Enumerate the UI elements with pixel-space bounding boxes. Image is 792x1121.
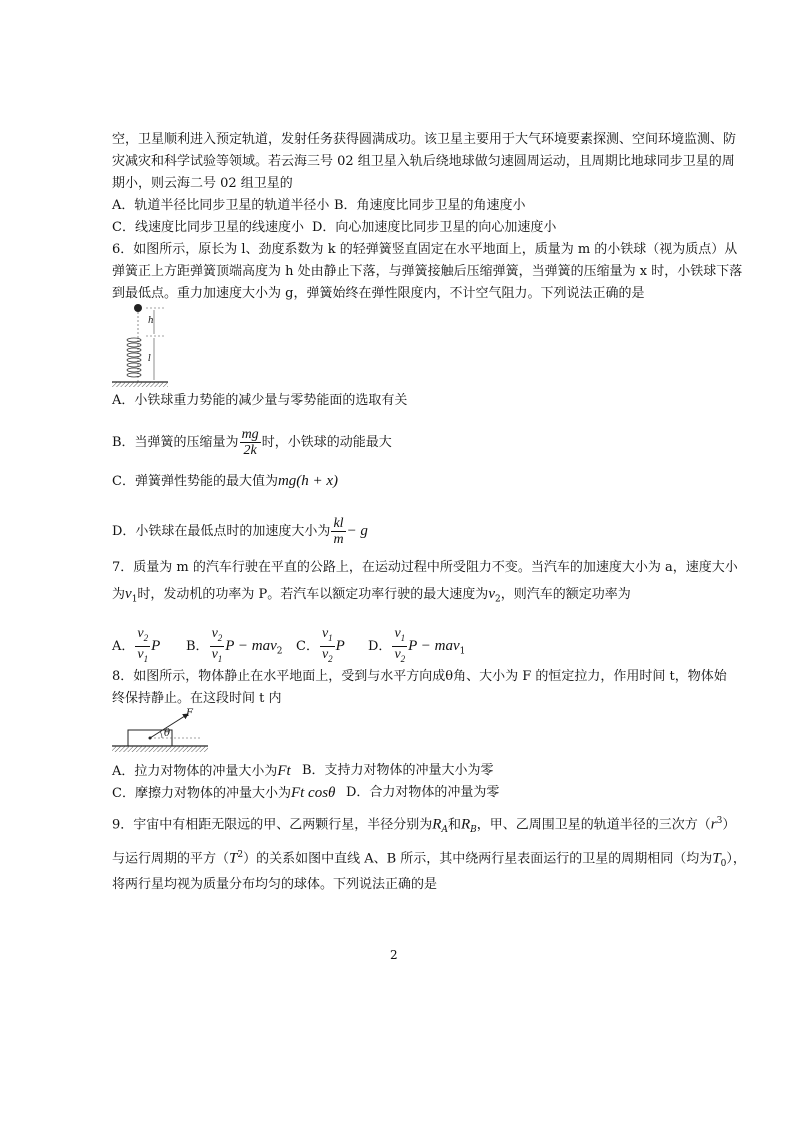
fig-label-theta: θ — [164, 728, 171, 739]
q6-b-text-2: 时，小铁球的动能最大 — [261, 435, 392, 450]
q6-option-a: A．小铁球重力势能的减少量与零势能面的选取有关 — [112, 393, 408, 408]
q7-line-1: 7．质量为 m 的汽车行驶在平直的公路上，在运动过程中所受阻力不变。当汽车的加速度大小为 a，速度大小 — [112, 560, 738, 575]
q7-option-c: C． $\frac{v_1}{v_2}$ P — [296, 626, 345, 664]
q6-b-fraction: $\frac{mg}{2k}$ — [241, 427, 259, 458]
q6-line-2: 弹簧正上方距弹簧顶端高度为 h 处由静止下落，与弹簧接触后压缩弹簧，当弹簧的压缩量为 x 时，小铁球下落 — [112, 264, 743, 279]
q5-option-d: D．向心加速度比同步卫星的向心加速度小 — [312, 220, 557, 235]
fig-label-h: h — [148, 316, 154, 326]
q6-d-fraction: $\frac{kl}{m}$ — [333, 516, 344, 547]
force-figure — [112, 708, 212, 758]
q5-intro-line-1: 空，卫星顺利进入预定轨道，发射任务获得圆满成功。该卫星主要用于大气环境要素探测、空间环境监测、防 — [112, 132, 737, 147]
spring-figure — [112, 302, 172, 388]
q5-intro-line-2: 灾减灾和科学试验等领域。若云海三号 02 组卫星入轨后绕地球做匀速圆周运动，且周期比地球同步卫星的周 — [112, 154, 735, 169]
q8-option-c: C．摩擦力对物体的冲量大小为Ft cosθ — [112, 785, 336, 801]
q9-line-2: 与运行周期的平方$(T^2)$的关系如图中直线 A、B 所示，其中绕两行星表面运行的卫星的周期相同（均为$T_0$）， — [112, 850, 746, 869]
q6-d-math: − g — [346, 523, 368, 539]
q6-option-c — [112, 472, 338, 491]
fig-label-l: l — [148, 354, 151, 364]
q8-line-1: 8．如图所示，物体静止在水平地面上，受到与水平方向成θ角、大小为 F 的恒定拉力，作用时间 t，物体始 — [112, 669, 727, 684]
q5-option-b: B．角速度比同步卫星的角速度小 — [334, 198, 526, 213]
q5-intro-line-3: 期小，则云海二号 02 组卫星的 — [112, 176, 293, 191]
q6-c-text: C．弹簧弹性势能的最大值为 — [112, 474, 278, 489]
q6-option-b — [112, 427, 392, 458]
q5-option-a: A．轨道半径比同步卫星的轨道半径小 — [112, 198, 330, 213]
fig-label-f: F — [186, 708, 193, 719]
q7-option-b: B． $\frac{v_2}{v_1}$ P − mav$_2$ — [186, 626, 283, 664]
q8-option-d: D．合力对物体的冲量为零 — [346, 785, 500, 800]
q6-line-3: 到最低点。重力加速度大小为 g，弹簧始终在弹性限度内，不计空气阻力。下列说法正确的是 — [112, 286, 645, 301]
q8-line-2: 终保持静止。在这段时间 t 内 — [112, 691, 282, 706]
q8-option-a: A．拉力对物体的冲量大小为Ft — [112, 763, 291, 779]
q6-d-text: D．小铁球在最低点时的加速度大小为 — [112, 524, 331, 539]
q5-option-c: C．线速度比同步卫星的线速度小 — [112, 220, 304, 235]
q7-option-d: D． $\frac{v_1}{v_2}$ P − mav$_1$ — [368, 626, 466, 664]
page-number: 2 — [390, 948, 398, 962]
q6-b-text: B．当弹簧的压缩量为 — [112, 435, 239, 450]
q7-line-2: 为$v_1$时，发动机的功率为 P。若汽车以额定功率行驶的最大速度为$v_2$，则汽车的额定功率为 — [112, 586, 631, 605]
q7-option-a: A． $\frac{v_2}{v_1}$ P — [112, 626, 161, 664]
q9-line-3: 将两行星均视为质量分布均匀的球体。下列说法正确的是 — [112, 877, 438, 892]
q8-option-b: B．支持力对物体的冲量大小为零 — [302, 763, 494, 778]
q6-line-1: 6．如图所示，原长为 l、劲度系数为 k 的轻弹簧竖直固定在水平地面上，质量为 m 的小铁球（视为质点）从 — [112, 242, 738, 257]
q9-line-1: 9．宇宙中有相距无限远的甲、乙两颗行星，半径分别为$R_A$和$R_B$，甲、乙周围卫星的轨道半径的三次方$(r^3)$ — [112, 816, 736, 835]
q6-option-d — [112, 516, 368, 547]
q6-c-math: mg(h + x) — [277, 473, 339, 489]
